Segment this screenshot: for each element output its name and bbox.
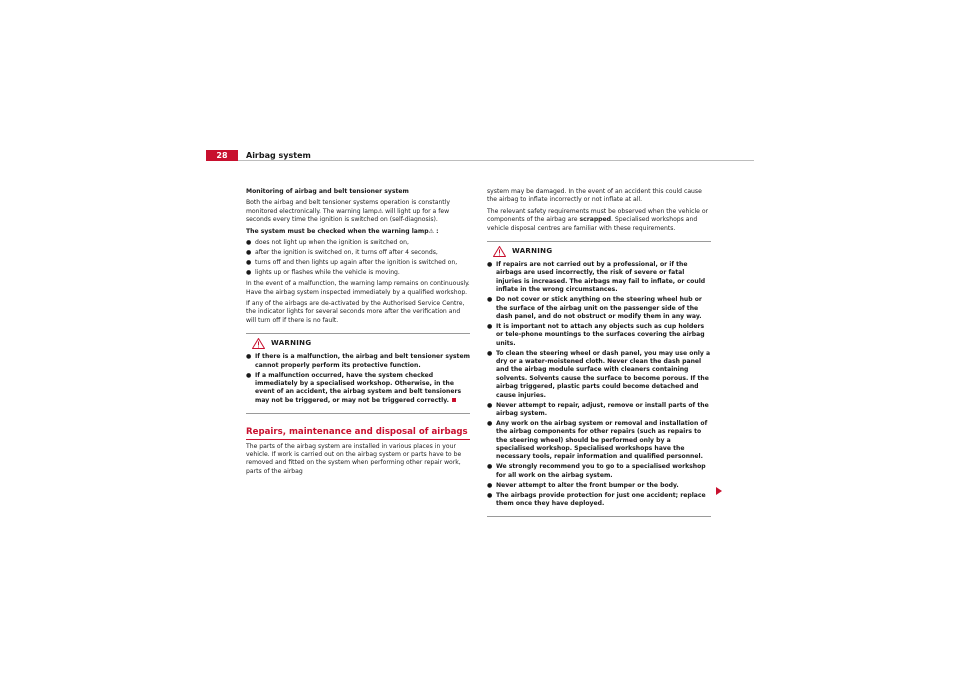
header-divider <box>238 160 754 161</box>
section-title: Repairs, maintenance and disposal of airbags <box>246 428 470 439</box>
bullet-icon: ● <box>487 261 493 269</box>
list-item: ● If repairs are not carried out by a professional, or if the airbags are used incorrectly, the risk of severe or fatal injuries is increased. The airbags may fail to inflate, or could inflate in the wrong circumstances. <box>487 261 706 294</box>
list-item: ● Never attempt to alter the front bumper or the body. <box>487 481 679 489</box>
monitoring-paragraph: Both the airbag and belt tensioner systems operation is constantly monitored electronically. The warning lamp⚠ will light up for a few seconds every time the ignition is switched on (self-diagnosis). <box>246 199 450 224</box>
warning-box <box>246 333 470 414</box>
list-item: ● We strongly recommend you to go to a specialised workshop for all work on the airbag system. <box>487 463 706 479</box>
warning-list <box>487 261 711 508</box>
list-item: ● If a malfunction occurred, have the system checked immediately by a specialised workshop. Otherwise, in the event of an accident, the airbag system and belt tensioners may not be triggered, or may not be triggered correctly. <box>246 371 462 404</box>
check-intro: The system must be checked when the warning lamp⚠ : <box>246 227 439 235</box>
bullet-icon: ● <box>487 349 493 357</box>
section-paragraph: The parts of the airbag system are installed in various places in your vehicle. If work is carried out on the airbag system or parts have to be removed and fitted on the system when performing other repair work, parts of the airbag <box>246 442 462 475</box>
list-item: ● To clean the steering wheel or dash panel, you may use only a dry or a water-moistened cloth. Never clean the dash panel and the airbag module surface with cleaners containing solvents. Solvents cause the surface to become porous. If the airbag triggered, plastic parts could become detached and cause injuries. <box>487 349 711 399</box>
warning-list <box>246 353 470 405</box>
list-item: ● If there is a malfunction, the airbag and belt tensioner system cannot properly perform its protective function. <box>246 353 470 369</box>
safety-paragraph: The relevant safety requirements must be observed when the vehicle or components of the airbag are scrapped. Specialised workshops and vehicle disposal centres are familiar with these requirements. <box>487 207 709 232</box>
warning-header <box>493 246 711 257</box>
bullet-icon: ● <box>487 419 493 427</box>
continued-paragraph: system may be damaged. In the event of an accident this could cause the airbag to inflate incorrectly or not inflate at all. <box>487 188 702 204</box>
bullet-icon: ● <box>487 481 493 489</box>
list-item: ● It is important not to attach any objects such as cup holders or tele-phone mountings to the surfaces covering the airbag units. <box>487 322 705 347</box>
warning-triangle-icon <box>493 246 506 257</box>
list-item: ● does not light up when the ignition is switched on, <box>246 239 409 247</box>
continue-arrow-icon <box>716 487 722 495</box>
warning-box <box>487 241 711 517</box>
bullet-icon: ● <box>487 322 493 330</box>
bullet-icon: ● <box>487 463 493 471</box>
left-column <box>246 188 470 479</box>
bullet-icon: ● <box>246 248 252 256</box>
bullet-icon: ● <box>246 353 252 361</box>
list-item: ● turns off and then lights up again after the ignition is switched on, <box>246 258 458 266</box>
bullet-icon: ● <box>246 258 252 266</box>
airbag-warning-lamp-icon: ⚠ <box>377 207 384 215</box>
warning-label: WARNING <box>271 339 312 348</box>
end-marker-icon <box>452 398 456 402</box>
list-item: ● after the ignition is switched on, it turns off after 4 seconds, <box>246 248 438 256</box>
right-column <box>487 188 711 521</box>
check-list <box>246 239 470 277</box>
malfunction-paragraph: In the event of a malfunction, the warning lamp remains on continuously. Have the airbag system inspected immediately by a qualified workshop. <box>246 280 470 296</box>
list-item: ● Never attempt to repair, adjust, remove or install parts of the airbag system. <box>487 401 709 417</box>
page-number: 28 <box>206 150 238 161</box>
bullet-icon: ● <box>487 491 493 499</box>
chapter-title: Airbag system <box>246 151 311 160</box>
warning-label: WARNING <box>512 247 553 256</box>
bullet-icon: ● <box>246 268 252 276</box>
bullet-icon: ● <box>487 401 493 409</box>
warning-header <box>252 338 470 349</box>
list-item: ● Do not cover or stick anything on the steering wheel hub or the surface of the airbag unit on the passenger side of the dash panel, and do not obstruct or modify them in any way. <box>487 296 702 320</box>
deactivated-paragraph: If any of the airbags are de-activated by the Authorised Service Centre, the indicator lights for several seconds more after the verification and will turn off if there is no fault. <box>246 299 465 324</box>
warning-triangle-icon <box>252 338 265 349</box>
monitoring-title: Monitoring of airbag and belt tensioner system <box>246 188 409 195</box>
list-item: ● Any work on the airbag system or removal and installation of the airbag components for other repairs (such as repairs to the steering wheel) should be performed only by a specialised workshop. Specialised workshops have the necessary tools, repair information and qualified personnel. <box>487 419 708 461</box>
bullet-icon: ● <box>487 296 493 304</box>
list-item: ● lights up or flashes while the vehicle is moving. <box>246 268 400 276</box>
airbag-warning-lamp-icon: ⚠ <box>428 227 435 235</box>
bullet-icon: ● <box>246 371 252 379</box>
bullet-icon: ● <box>246 239 252 247</box>
list-item: ● The airbags provide protection for just one accident; replace them once they have deployed. <box>487 491 706 507</box>
